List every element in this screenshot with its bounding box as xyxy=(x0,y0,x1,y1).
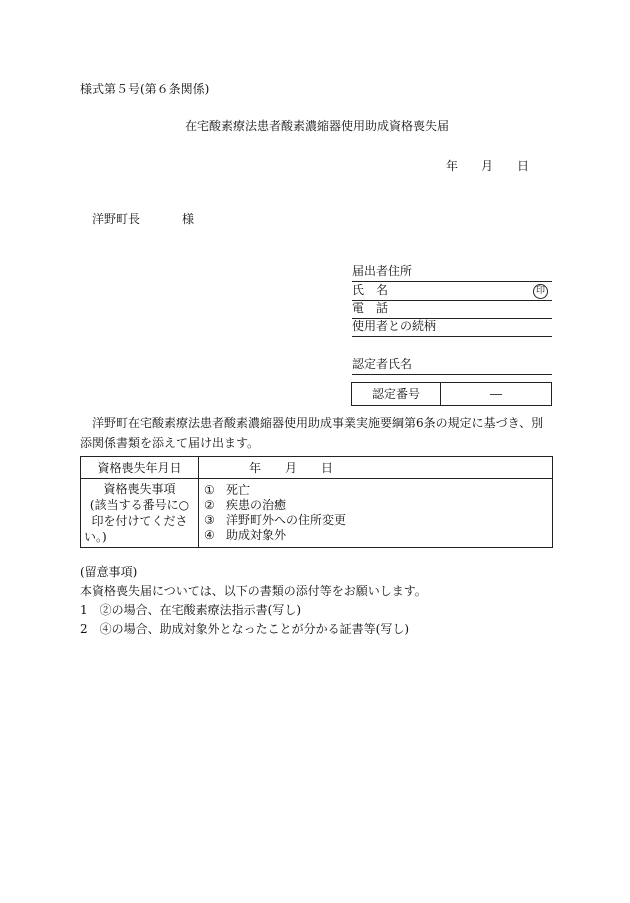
loss-reason-options xyxy=(199,479,553,548)
notes-item: 1 ②の場合、在宅酸素療法指示書(写し) xyxy=(80,603,301,617)
body-text: 洋野町在宅酸素療法患者酸素濃縮器使用助成事業実施要綱第6条の規定に基づき、別添関係書類を添えて届け出ます。 xyxy=(80,416,544,450)
notes-intro: 本資格喪失届については、以下の書類の添付等をお願いします。 xyxy=(80,584,427,598)
page-title: 在宅酸素療法患者酸素濃縮器使用助成資格喪失届 xyxy=(185,119,450,133)
loss-date-cell[interactable] xyxy=(199,457,553,479)
loss-date-header: 資格喪失年月日 xyxy=(81,457,199,479)
notes-section xyxy=(80,563,427,639)
applicant-relation-label: 使用者との続柄 xyxy=(352,319,437,333)
loss-reason-header-line: (該当する番号に○ xyxy=(89,498,190,512)
cert-number-value[interactable]: ― xyxy=(490,387,502,401)
applicant-address-label: 届出者住所 xyxy=(352,264,413,278)
applicant-address-field[interactable] xyxy=(352,265,552,282)
cert-number-label: 認定番号 xyxy=(352,383,441,405)
loss-reason-header-line: 印を付けてくださ xyxy=(91,514,188,528)
option-number: ④ xyxy=(204,528,215,542)
addressee-honorific: 様 xyxy=(182,212,195,226)
loss-reason-header xyxy=(81,479,199,548)
option-label: 洋野町外への住所変更 xyxy=(226,513,347,527)
date-year: 年 xyxy=(446,159,459,173)
option-item-ineligible[interactable] xyxy=(204,528,552,543)
option-number: ② xyxy=(204,498,215,512)
notes-item: 2 ④の場合、助成対象外となったことが分かる証書等(写し) xyxy=(80,622,410,636)
loss-reason-header-line: い。) xyxy=(84,530,107,544)
applicant-relation-field[interactable] xyxy=(352,320,552,337)
certified-name-field[interactable] xyxy=(352,358,552,375)
option-number: ① xyxy=(204,483,215,497)
option-item-moved[interactable] xyxy=(204,513,552,528)
notes-heading: (留意事項) xyxy=(80,565,138,579)
option-label: 死亡 xyxy=(226,483,251,497)
applicant-name-label: 氏 名 xyxy=(352,283,389,297)
option-label: 疾患の治癒 xyxy=(226,498,287,512)
option-label: 助成対象外 xyxy=(226,528,287,542)
addressee-name: 洋野町長 xyxy=(92,212,141,226)
loss-table xyxy=(80,456,553,548)
seal-mark: 印 xyxy=(533,284,548,299)
loss-reason-header-line: 資格喪失事項 xyxy=(103,482,176,496)
form-number: 様式第５号(第６条関係) xyxy=(80,82,210,96)
option-number: ③ xyxy=(204,513,215,527)
applicant-phone-label: 電 話 xyxy=(352,301,389,315)
certified-name-label: 認定者氏名 xyxy=(352,357,413,371)
cert-number-box xyxy=(351,382,552,406)
loss-date-value: 年 月 日 xyxy=(249,461,334,475)
date-month: 月 xyxy=(481,159,494,173)
date-day: 日 xyxy=(517,159,530,173)
option-item-death[interactable] xyxy=(204,483,552,498)
option-item-cured[interactable] xyxy=(204,498,552,513)
